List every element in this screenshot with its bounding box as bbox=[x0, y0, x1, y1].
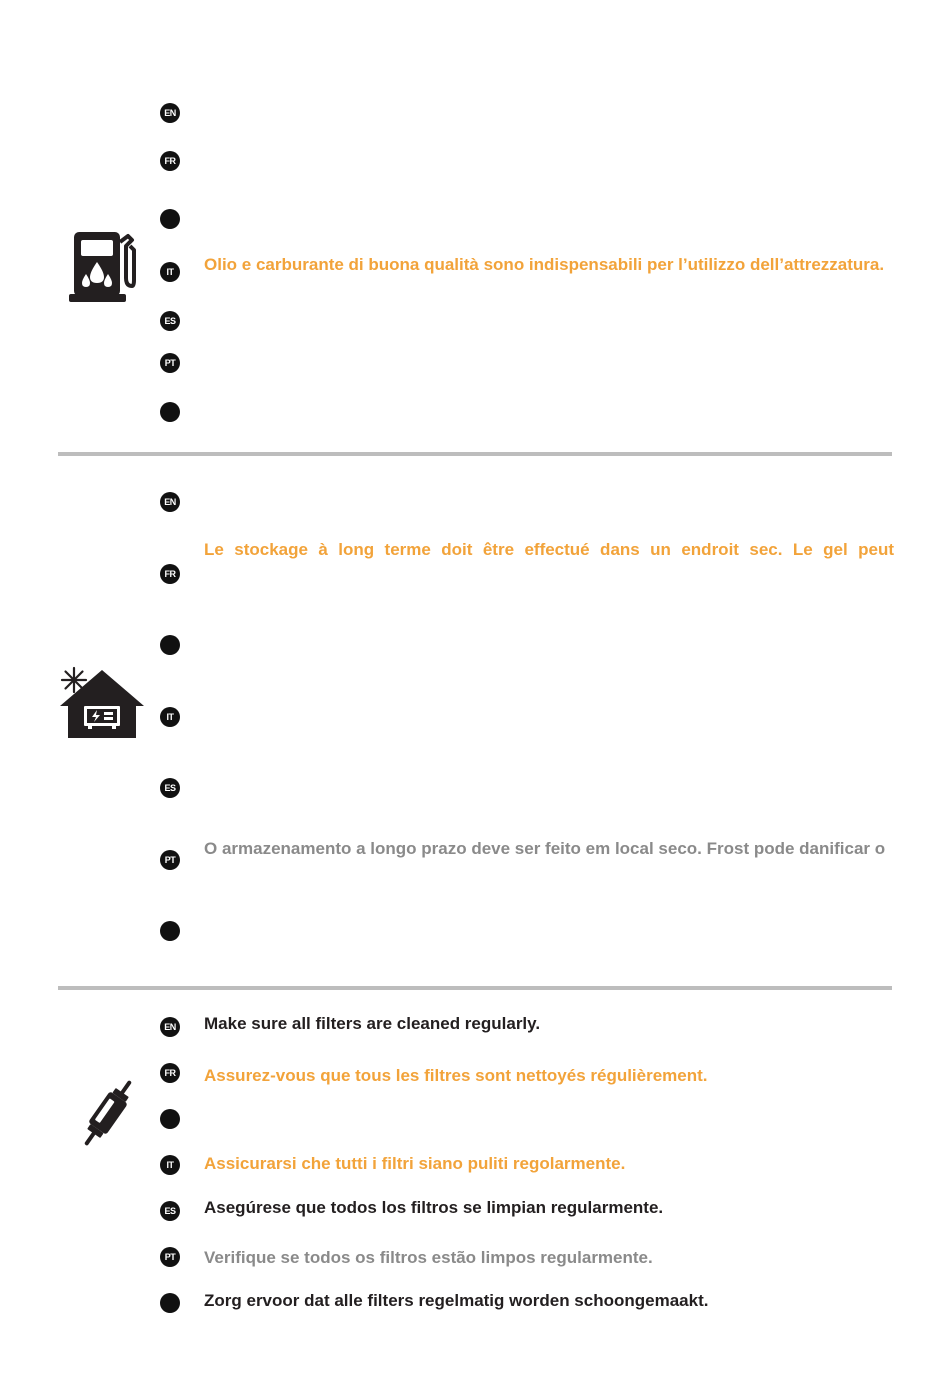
fuel-filter-icon bbox=[80, 1076, 136, 1150]
text-it: Olio e carburante di buona qualità sono indispensabili per l’utilizzo dell’attrezzatura. bbox=[204, 255, 885, 274]
lang-badge-en: EN bbox=[160, 492, 180, 512]
lang-badge-nl bbox=[160, 1109, 180, 1129]
section-divider bbox=[58, 986, 892, 990]
text-nl-2: Zorg ervoor dat alle filters regelmatig worden schoongemaakt. bbox=[204, 1291, 709, 1310]
lang-badge-nl bbox=[160, 635, 180, 655]
lang-badge-fr: FR bbox=[160, 151, 180, 171]
lang-badge-es: ES bbox=[160, 778, 180, 798]
lang-badge-en: EN bbox=[160, 1017, 180, 1037]
lang-badge-pt: PT bbox=[160, 850, 180, 870]
text-en: Make sure all filters are cleaned regularly. bbox=[204, 1014, 541, 1033]
text-fr: Assurez-vous que tous les filtres sont nettoyés régulièrement. bbox=[204, 1066, 708, 1085]
lang-badge-nl-2 bbox=[160, 402, 180, 422]
text-pt: O armazenamento a longo prazo deve ser feito em local seco. Frost pode danificar o bbox=[204, 839, 886, 858]
lang-badge-es: ES bbox=[160, 311, 180, 331]
text-es: Asegúrese que todos los filtros se limpian regularmente. bbox=[204, 1198, 664, 1217]
lang-badge-it: IT bbox=[160, 707, 180, 727]
text-fr: Le stockage à long terme doit être effectué dans un endroit sec. Le gel peut bbox=[204, 540, 894, 559]
section-divider bbox=[58, 452, 892, 456]
lang-badge-en: EN bbox=[160, 103, 180, 123]
lang-badge-nl-2 bbox=[160, 1293, 180, 1313]
lang-badge-fr: FR bbox=[160, 1063, 180, 1083]
lang-badge-nl bbox=[160, 209, 180, 229]
lang-badge-es: ES bbox=[160, 1201, 180, 1221]
lang-badge-pt: PT bbox=[160, 353, 180, 373]
text-pt: Verifique se todos os filtros estão limpos regularmente. bbox=[204, 1248, 653, 1267]
fuel-pump-icon bbox=[68, 230, 138, 304]
lang-badge-nl-2 bbox=[160, 921, 180, 941]
lang-badge-fr: FR bbox=[160, 564, 180, 584]
lang-badge-it: IT bbox=[160, 1155, 180, 1175]
text-it: Assicurarsi che tutti i filtri siano puliti regolarmente. bbox=[204, 1154, 626, 1173]
lang-badge-pt: PT bbox=[160, 1247, 180, 1267]
lang-badge-it: IT bbox=[160, 262, 180, 282]
frost-house-generator-icon bbox=[58, 666, 146, 740]
